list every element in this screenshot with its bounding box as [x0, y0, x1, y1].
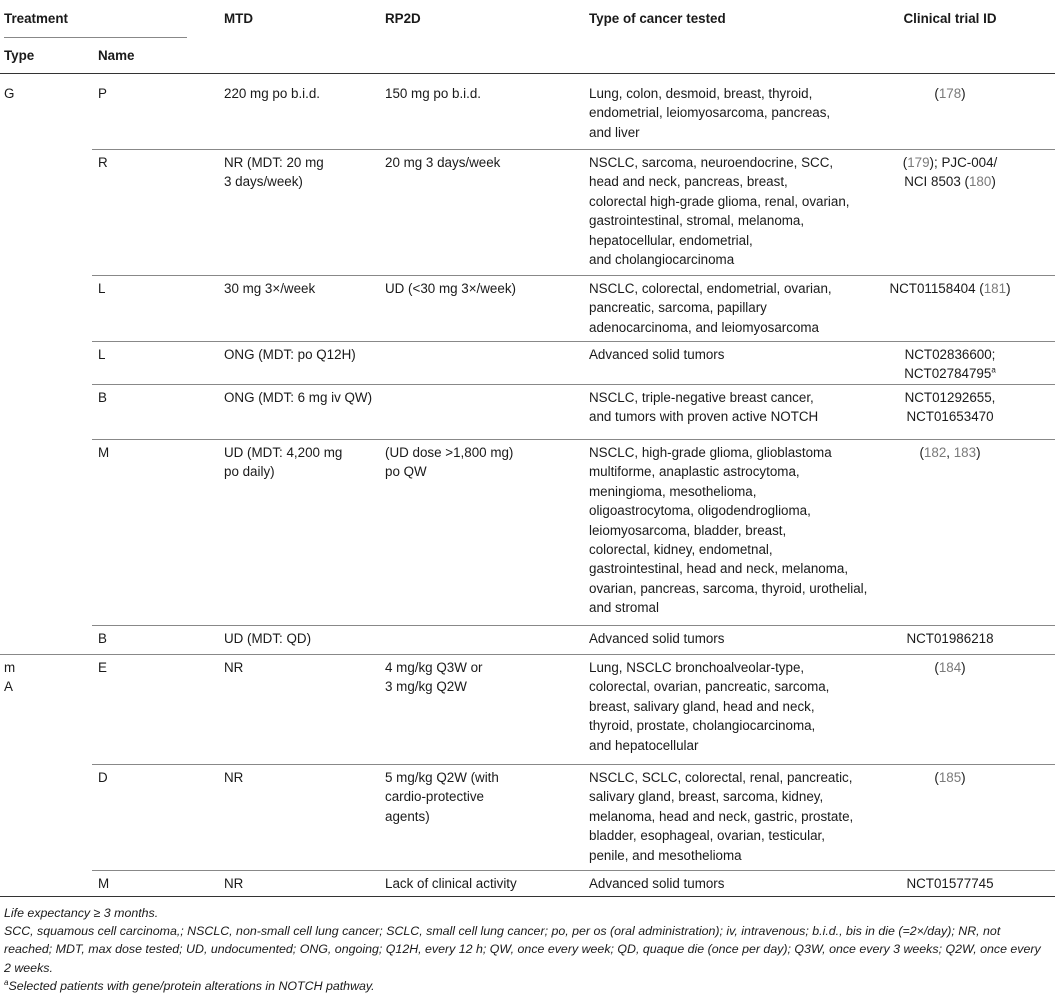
row-rp2d-line: 5 mg/kg Q2W (with — [385, 770, 499, 785]
trial-id-line — [855, 279, 1045, 298]
row-cancer — [589, 658, 829, 755]
row-rp2d — [385, 84, 481, 103]
row-rp2d-line: 3 mg/kg Q2W — [385, 679, 467, 695]
row-name — [98, 345, 105, 364]
row-name — [98, 768, 108, 787]
footnote-mark: a — [4, 977, 9, 987]
row-trial-id — [855, 388, 1045, 427]
row-cancer — [589, 279, 832, 337]
header-bottom-rule — [0, 73, 1055, 74]
row-rp2d — [385, 658, 482, 697]
row-mtd — [224, 345, 356, 364]
row-divider — [0, 654, 1055, 655]
row-trial-id — [855, 768, 1045, 787]
trial-id-line — [855, 629, 1045, 648]
row-mtd — [224, 279, 315, 298]
row-divider — [92, 870, 1055, 871]
row-cancer-line: oligoastrocytoma, oligodendroglioma, — [589, 503, 811, 519]
trial-id-line — [855, 153, 1045, 172]
row-rp2d-line: UD (<30 mg 3×/week) — [385, 281, 516, 296]
row-cancer-line: gastrointestinal, head and neck, melanoma, — [589, 561, 849, 577]
trial-id-line — [855, 407, 1045, 426]
row-name-line: L — [98, 347, 106, 362]
row-mtd-line: 30 mg 3×/week — [224, 281, 316, 296]
row-mtd-line: ONG (MDT: 6 mg iv QW) — [224, 390, 373, 405]
row-rp2d-line: (UD dose >1,800 mg) — [385, 445, 514, 460]
row-rp2d-line: cardio-protective — [385, 789, 484, 805]
reference-link[interactable]: 183 — [953, 445, 977, 460]
row-mtd-line: NR — [224, 876, 244, 891]
row-rp2d — [385, 768, 499, 826]
row-cancer-line: head and neck, pancreas, breast, — [589, 174, 788, 190]
trial-id-text: NCT01986218 — [906, 631, 994, 646]
row-divider — [92, 764, 1055, 765]
row-mtd — [224, 84, 320, 103]
row-cancer-line: and stromal — [589, 600, 659, 616]
row-type — [4, 84, 14, 103]
row-rp2d — [385, 279, 516, 298]
row-mtd — [224, 768, 243, 787]
row-cancer — [589, 345, 724, 364]
row-cancer-line: and liver — [589, 124, 640, 140]
row-mtd-line: 3 days/week) — [224, 174, 303, 190]
row-divider — [0, 896, 1055, 897]
row-cancer-line: Advanced solid tumors — [589, 631, 725, 646]
row-mtd-line: NR — [224, 660, 244, 675]
trial-id-text: ) — [961, 86, 966, 101]
trial-id-text: ( — [919, 445, 924, 460]
trial-id-text: NCT02784795 — [904, 366, 992, 382]
row-name-line: M — [98, 445, 110, 460]
row-name-line: D — [98, 770, 108, 785]
table-notes — [4, 904, 1044, 995]
trial-id-text: ) — [961, 770, 966, 785]
row-cancer-line: NSCLC, sarcoma, neuroendocrine, SCC, — [589, 155, 834, 170]
row-cancer-line: Advanced solid tumors — [589, 876, 725, 891]
row-cancer — [589, 388, 818, 427]
footnote-text: Selected patients with gene/protein alterations in NOTCH pathway. — [8, 978, 375, 993]
row-name — [98, 84, 107, 103]
row-cancer-line: leiomyosarcoma, bladder, breast, — [589, 522, 787, 538]
row-mtd-line: UD (MDT: QD) — [224, 631, 312, 646]
row-name — [98, 388, 107, 407]
row-trial-id — [855, 658, 1045, 677]
row-name-line: R — [98, 155, 108, 170]
row-cancer-line: NSCLC, triple-negative breast cancer, — [589, 390, 814, 405]
trial-id-text: NCT01653470 — [906, 409, 994, 425]
row-mtd-line: NR — [224, 770, 244, 785]
trial-id-text: ) — [1006, 281, 1011, 296]
trial-id-line — [855, 443, 1045, 462]
trial-id-text: ) — [976, 445, 981, 460]
row-trial-id — [855, 279, 1045, 298]
row-name-line: P — [98, 86, 107, 101]
row-cancer-line: ovarian, pancreas, sarcoma, thyroid, urothelial, — [589, 580, 868, 596]
row-trial-id — [855, 84, 1045, 103]
header-mtd: MTD — [224, 11, 254, 26]
row-type-line: m — [4, 660, 16, 675]
row-cancer-line: melanoma, head and neck, gastric, prostate, — [589, 808, 854, 824]
row-mtd — [224, 443, 342, 482]
note-abbreviations: SCC, squamous cell carcinoma,; NSCLC, non-small cell lung cancer; SCLC, small cell lung cancer; po, per os (oral administration); iv, intravenous; b.i.d., bis in die (=2×/day); NR, not reached; MDT, max dose tested; UD, undocumented; ONG, ongoing; Q12H, every 12 h; QW, once every week; QD, quaque die (once per day); Q3W, once every 3 weeks; Q2W, once every 2 weeks. — [4, 924, 1041, 975]
row-type — [4, 658, 15, 697]
row-name — [98, 443, 109, 462]
row-cancer-line: multiforme, anaplastic astrocytoma, — [589, 464, 800, 480]
row-cancer-line: penile, and mesothelioma — [589, 847, 742, 863]
row-cancer-line: and cholangiocarcinoma — [589, 252, 735, 268]
trial-id-text: NCT01292655, — [904, 390, 996, 405]
trial-id-text: NCT01158404 ( — [889, 281, 984, 296]
row-cancer-line: colorectal high-grade glioma, renal, ovarian, — [589, 193, 850, 209]
row-divider — [92, 275, 1055, 276]
row-mtd — [224, 153, 324, 192]
row-cancer — [589, 768, 853, 865]
header-treatment: Treatment — [4, 11, 68, 26]
row-mtd-line: ONG (MDT: po Q12H) — [224, 347, 356, 362]
row-mtd — [224, 629, 311, 648]
row-cancer-line: Lung, colon, desmoid, breast, thyroid, — [589, 86, 813, 101]
row-cancer-line: Lung, NSCLC bronchoalveolar-type, — [589, 660, 805, 675]
trial-id-line — [855, 345, 1045, 364]
reference-link[interactable]: 185 — [938, 770, 962, 785]
row-cancer-line: adenocarcinoma, and leiomyosarcoma — [589, 319, 819, 335]
row-divider — [92, 384, 1055, 385]
row-mtd — [224, 388, 372, 407]
reference-link[interactable]: 184 — [938, 660, 962, 675]
trial-id-line — [855, 388, 1045, 407]
row-rp2d-line: 4 mg/kg Q3W or — [385, 660, 483, 675]
row-rp2d — [385, 153, 500, 172]
note-footnote — [4, 977, 1044, 995]
row-name — [98, 658, 107, 677]
row-name-line: M — [98, 876, 110, 891]
row-name — [98, 279, 105, 298]
row-cancer — [589, 153, 850, 269]
row-cancer-line: endometrial, leiomyosarcoma, pancreas, — [589, 105, 831, 121]
row-cancer-line: bladder, esophageal, ovarian, testicular, — [589, 828, 825, 844]
header-trial: Clinical trial ID — [903, 11, 997, 26]
header-rp2d: RP2D — [385, 11, 421, 26]
row-cancer-line: NSCLC, SCLC, colorectal, renal, pancreatic, — [589, 770, 853, 785]
row-mtd — [224, 874, 243, 893]
trial-id-line — [855, 364, 1045, 383]
row-cancer-line: colorectal, kidney, endometnal, — [589, 542, 773, 558]
row-mtd-line: po daily) — [224, 464, 275, 480]
row-divider — [92, 341, 1055, 342]
trial-id-text: ( — [934, 770, 939, 785]
row-cancer-line: NSCLC, high-grade glioma, glioblastoma — [589, 445, 832, 460]
trial-id-line — [855, 84, 1045, 103]
row-rp2d — [385, 874, 517, 893]
row-name — [98, 153, 108, 172]
row-name-line: B — [98, 631, 107, 646]
header-divider — [4, 37, 187, 38]
row-mtd-line: NR (MDT: 20 mg — [224, 155, 324, 170]
trial-id-text: ) — [961, 660, 966, 675]
header-name: Name — [98, 48, 135, 63]
row-cancer — [589, 84, 830, 142]
row-cancer-line: Advanced solid tumors — [589, 347, 725, 362]
row-mtd-line: 220 mg po b.i.d. — [224, 86, 321, 101]
row-name — [98, 629, 107, 648]
row-trial-id — [855, 153, 1045, 192]
trial-id-text: , — [946, 445, 954, 460]
row-cancer-line: hepatocellular, endometrial, — [589, 232, 753, 248]
footnote-marker: a — [991, 365, 996, 375]
trial-id-line — [855, 768, 1045, 787]
row-cancer — [589, 874, 724, 893]
row-type-line: A — [4, 679, 13, 695]
trial-id-line — [855, 658, 1045, 677]
row-rp2d-line: 150 mg po b.i.d. — [385, 86, 482, 101]
row-name-line: B — [98, 390, 107, 405]
reference-link[interactable]: 180 — [968, 174, 992, 190]
row-cancer — [589, 629, 724, 648]
reference-link[interactable]: 181 — [983, 281, 1007, 296]
row-cancer-line: thyroid, prostate, cholangiocarcinoma, — [589, 718, 816, 734]
trial-id-text: ( — [934, 660, 939, 675]
trial-id-text: ) — [991, 174, 996, 190]
row-rp2d — [385, 443, 513, 482]
trial-id-text: NCT02836600; — [904, 347, 996, 362]
row-trial-id — [855, 874, 1045, 893]
row-cancer-line: meningioma, mesothelioma, — [589, 483, 757, 499]
row-rp2d-line: 20 mg 3 days/week — [385, 155, 501, 170]
row-rp2d-line: agents) — [385, 808, 430, 824]
row-divider — [92, 149, 1055, 150]
reference-link[interactable]: 178 — [938, 86, 962, 101]
trial-id-text: ( — [934, 86, 939, 101]
row-name — [98, 874, 109, 893]
row-divider — [92, 439, 1055, 440]
trial-id-text: NCI 8503 ( — [904, 174, 969, 190]
header-cancer: Type of cancer tested — [589, 11, 726, 26]
row-trial-id — [855, 345, 1045, 384]
row-cancer-line: gastrointestinal, stromal, melanoma, — [589, 213, 805, 229]
row-mtd — [224, 658, 243, 677]
trial-id-line — [855, 172, 1045, 191]
row-mtd-line: UD (MDT: 4,200 mg — [224, 445, 343, 460]
reference-link[interactable]: 182 — [923, 445, 947, 460]
row-cancer-line: pancreatic, sarcoma, papillary — [589, 300, 767, 316]
row-rp2d-line: Lack of clinical activity — [385, 876, 517, 891]
row-cancer-line: colorectal, ovarian, pancreatic, sarcoma, — [589, 679, 830, 695]
trial-id-text: ( — [902, 155, 908, 170]
note-life-expectancy: Life expectancy ≥ 3 months. — [4, 906, 159, 920]
reference-link[interactable]: 179 — [907, 155, 930, 170]
trial-id-text: NCT01577745 — [906, 876, 994, 891]
row-cancer — [589, 443, 867, 618]
row-trial-id — [855, 443, 1045, 462]
row-trial-id — [855, 629, 1045, 648]
trial-id-text: ); PJC-004/ — [929, 155, 998, 170]
row-rp2d-line: po QW — [385, 464, 427, 480]
row-cancer-line: NSCLC, colorectal, endometrial, ovarian, — [589, 281, 832, 296]
row-name-line: E — [98, 660, 107, 675]
row-divider — [92, 625, 1055, 626]
row-cancer-line: and hepatocellular — [589, 737, 699, 753]
row-cancer-line: salivary gland, breast, sarcoma, kidney, — [589, 789, 824, 805]
trial-id-line — [855, 874, 1045, 893]
row-cancer-line: and tumors with proven active NOTCH — [589, 409, 819, 425]
row-name-line: L — [98, 281, 106, 296]
row-type-line: G — [4, 86, 15, 101]
header-type: Type — [4, 48, 35, 63]
row-cancer-line: breast, salivary gland, head and neck, — [589, 698, 815, 714]
